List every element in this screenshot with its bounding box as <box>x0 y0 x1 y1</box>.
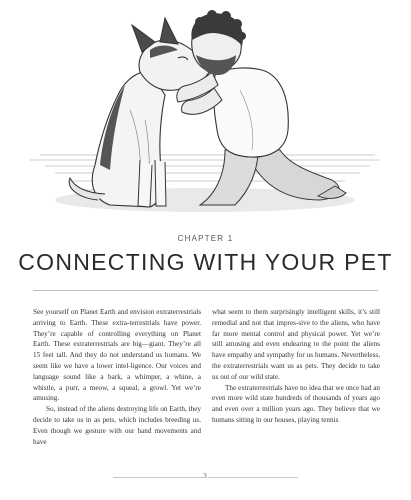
paragraph: See yourself on Planet Earth and envision extraterrestrials arriving to Earth. These extra-terrestrials have power. They’re capable of controlling everything on Planet Earth. These extraterrestrials are big—giant. They’re all 15 feet tall. And they do not understand us humans. We seem like we have a lower intel-ligence. Our voices and language sound like a bark, a whimper, a whine, a whistle, a purr, a meow, a squeal, a growl. Yet we’re amusing. <box>33 308 201 403</box>
title-divider <box>33 290 378 291</box>
man-and-dog-illustration <box>0 0 411 220</box>
footer-divider-left <box>113 477 203 478</box>
body-column-right <box>212 307 380 426</box>
paragraph: what seem to them surprisingly intelligent skills, it’s still remedial and not that impres-sive to the aliens, who have far more mental control and physical power. Yet we’re still amusing and even endearing to the point the aliens have empathy and sympathy for us humans. Nevertheless, the extraterrestrials want us as pets. They decide to take us out of our wild state. <box>212 308 380 381</box>
body-column-left <box>33 307 201 447</box>
paragraph: So, instead of the aliens destroying life on Earth, they decide to take us in as pets, which includes breeding us. Even though we gesture with our hand movements and have <box>33 405 201 446</box>
paragraph: The extraterrestrials have no idea that we once had an even more wild state hundreds of thousands of years ago and even over a million years ago. They believe that we humans sitting in our houses, playing tennis <box>212 383 380 424</box>
chapter-label: CHAPTER 1 <box>177 234 234 243</box>
footer-divider-right <box>208 477 298 478</box>
page-number: 3 <box>203 472 207 480</box>
chapter-title: CONNECTING WITH YOUR PET <box>18 249 393 275</box>
